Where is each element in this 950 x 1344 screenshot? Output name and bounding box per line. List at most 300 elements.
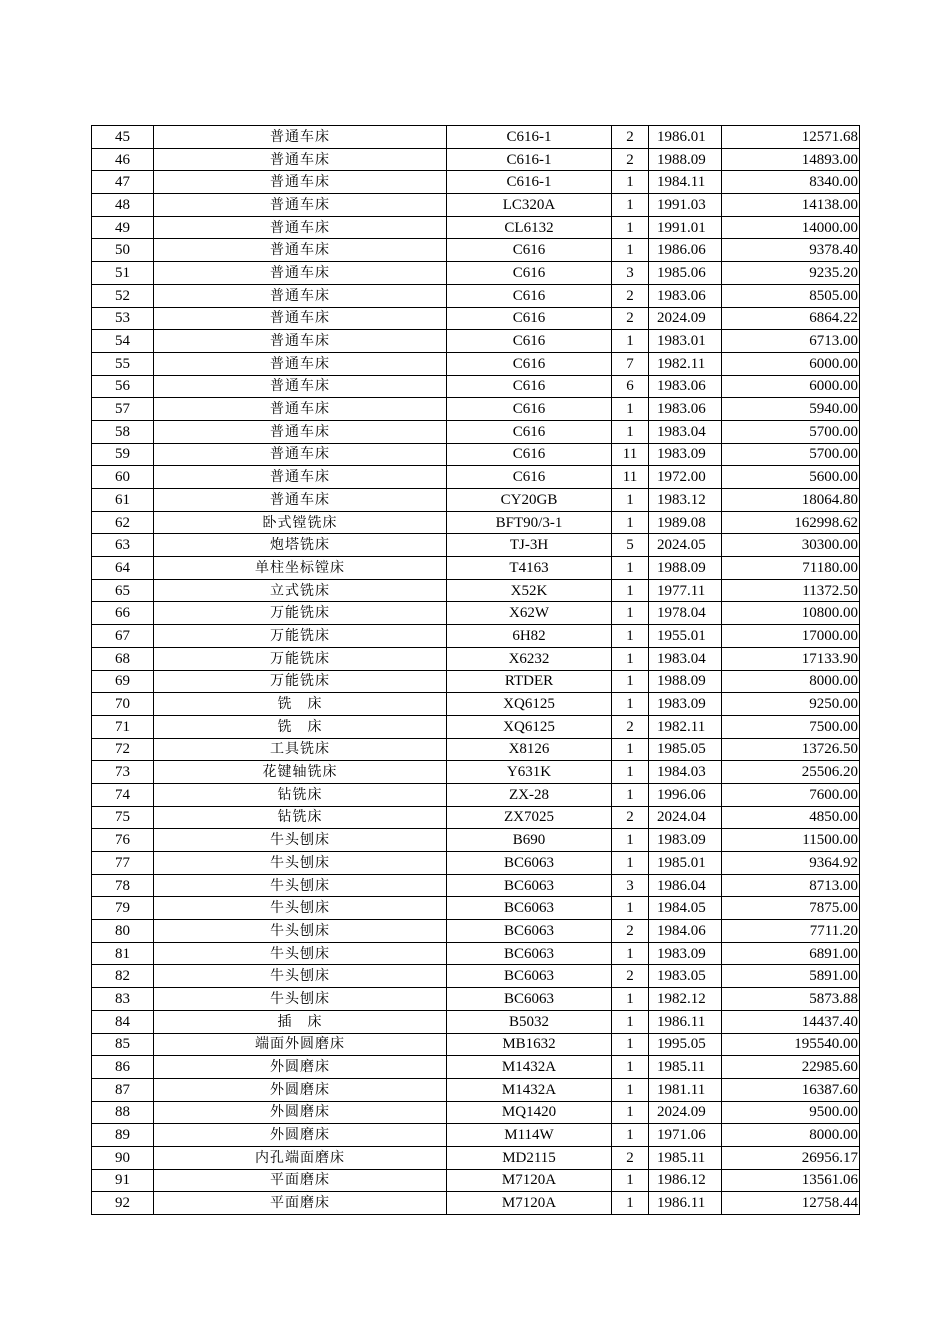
row-number-cell: 80 xyxy=(92,920,154,943)
date-cell: 1982.12 xyxy=(649,988,722,1011)
model-cell: C616 xyxy=(447,284,612,307)
date-cell: 1982.11 xyxy=(649,715,722,738)
model-cell: C616 xyxy=(447,307,612,330)
equipment-name-cell: 钻铣床 xyxy=(154,783,447,806)
amount-cell: 14138.00 xyxy=(722,194,860,217)
equipment-name-cell: 普通车床 xyxy=(154,443,447,466)
date-cell: 1986.11 xyxy=(649,1192,722,1215)
model-cell: 6H82 xyxy=(447,625,612,648)
model-cell: M1432A xyxy=(447,1078,612,1101)
model-cell: LC320A xyxy=(447,194,612,217)
row-number-cell: 54 xyxy=(92,330,154,353)
model-cell: BC6063 xyxy=(447,988,612,1011)
table-row xyxy=(92,489,860,512)
equipment-name-cell: 单柱坐标镗床 xyxy=(154,557,447,580)
equipment-name-cell: 平面磨床 xyxy=(154,1192,447,1215)
amount-cell: 25506.20 xyxy=(722,761,860,784)
quantity-cell: 3 xyxy=(612,262,649,285)
amount-cell: 10800.00 xyxy=(722,602,860,625)
equipment-name-cell: 普通车床 xyxy=(154,262,447,285)
equipment-name-cell: 普通车床 xyxy=(154,284,447,307)
date-cell: 1955.01 xyxy=(649,625,722,648)
quantity-cell: 3 xyxy=(612,874,649,897)
row-number-cell: 57 xyxy=(92,398,154,421)
date-cell: 1983.04 xyxy=(649,647,722,670)
date-cell: 1983.09 xyxy=(649,942,722,965)
amount-cell: 7711.20 xyxy=(722,920,860,943)
date-cell: 1983.09 xyxy=(649,443,722,466)
equipment-name-cell: 普通车床 xyxy=(154,398,447,421)
table-row xyxy=(92,602,860,625)
equipment-name-cell: 普通车床 xyxy=(154,239,447,262)
amount-cell: 14893.00 xyxy=(722,148,860,171)
date-cell: 1982.11 xyxy=(649,352,722,375)
table-row xyxy=(92,693,860,716)
row-number-cell: 87 xyxy=(92,1078,154,1101)
row-number-cell: 92 xyxy=(92,1192,154,1215)
quantity-cell: 1 xyxy=(612,239,649,262)
table-row xyxy=(92,398,860,421)
equipment-name-cell: 普通车床 xyxy=(154,489,447,512)
model-cell: X52K xyxy=(447,579,612,602)
date-cell: 1984.11 xyxy=(649,171,722,194)
row-number-cell: 71 xyxy=(92,715,154,738)
row-number-cell: 55 xyxy=(92,352,154,375)
equipment-name-cell: 普通车床 xyxy=(154,194,447,217)
quantity-cell: 1 xyxy=(612,1192,649,1215)
model-cell: RTDER xyxy=(447,670,612,693)
table-row xyxy=(92,148,860,171)
amount-cell: 5891.00 xyxy=(722,965,860,988)
amount-cell: 17000.00 xyxy=(722,625,860,648)
row-number-cell: 68 xyxy=(92,647,154,670)
quantity-cell: 2 xyxy=(612,715,649,738)
date-cell: 1988.09 xyxy=(649,557,722,580)
date-cell: 1983.09 xyxy=(649,693,722,716)
table-row xyxy=(92,874,860,897)
row-number-cell: 46 xyxy=(92,148,154,171)
date-cell: 1978.04 xyxy=(649,602,722,625)
row-number-cell: 64 xyxy=(92,557,154,580)
quantity-cell: 2 xyxy=(612,1146,649,1169)
amount-cell: 12571.68 xyxy=(722,126,860,149)
table-row xyxy=(92,126,860,149)
row-number-cell: 50 xyxy=(92,239,154,262)
model-cell: C616-1 xyxy=(447,148,612,171)
equipment-name-cell: 牛头刨床 xyxy=(154,920,447,943)
equipment-name-cell: 牛头刨床 xyxy=(154,897,447,920)
table-row xyxy=(92,1078,860,1101)
amount-cell: 26956.17 xyxy=(722,1146,860,1169)
table-row xyxy=(92,557,860,580)
equipment-name-cell: 卧式镗铣床 xyxy=(154,511,447,534)
row-number-cell: 66 xyxy=(92,602,154,625)
row-number-cell: 51 xyxy=(92,262,154,285)
model-cell: C616 xyxy=(447,262,612,285)
date-cell: 1995.05 xyxy=(649,1033,722,1056)
model-cell: C616-1 xyxy=(447,126,612,149)
amount-cell: 9250.00 xyxy=(722,693,860,716)
date-cell: 1986.04 xyxy=(649,874,722,897)
amount-cell: 6891.00 xyxy=(722,942,860,965)
date-cell: 1983.06 xyxy=(649,284,722,307)
quantity-cell: 1 xyxy=(612,1010,649,1033)
quantity-cell: 6 xyxy=(612,375,649,398)
table-row xyxy=(92,1169,860,1192)
table-row xyxy=(92,307,860,330)
equipment-name-cell: 牛头刨床 xyxy=(154,829,447,852)
equipment-name-cell: 平面磨床 xyxy=(154,1169,447,1192)
table-row xyxy=(92,1033,860,1056)
row-number-cell: 82 xyxy=(92,965,154,988)
quantity-cell: 1 xyxy=(612,171,649,194)
quantity-cell: 1 xyxy=(612,1101,649,1124)
date-cell: 1985.01 xyxy=(649,852,722,875)
model-cell: BC6063 xyxy=(447,874,612,897)
quantity-cell: 1 xyxy=(612,420,649,443)
table-row xyxy=(92,511,860,534)
model-cell: MD2115 xyxy=(447,1146,612,1169)
equipment-name-cell: 普通车床 xyxy=(154,466,447,489)
amount-cell: 8713.00 xyxy=(722,874,860,897)
model-cell: CY20GB xyxy=(447,489,612,512)
equipment-name-cell: 工具铣床 xyxy=(154,738,447,761)
table-row xyxy=(92,284,860,307)
amount-cell: 16387.60 xyxy=(722,1078,860,1101)
row-number-cell: 90 xyxy=(92,1146,154,1169)
quantity-cell: 1 xyxy=(612,216,649,239)
quantity-cell: 1 xyxy=(612,194,649,217)
equipment-name-cell: 铣 床 xyxy=(154,693,447,716)
table-body xyxy=(92,126,860,1215)
equipment-name-cell: 铣 床 xyxy=(154,715,447,738)
row-number-cell: 75 xyxy=(92,806,154,829)
amount-cell: 14437.40 xyxy=(722,1010,860,1033)
row-number-cell: 70 xyxy=(92,693,154,716)
table-row xyxy=(92,715,860,738)
table-row xyxy=(92,239,860,262)
model-cell: Y631K xyxy=(447,761,612,784)
model-cell: M7120A xyxy=(447,1169,612,1192)
equipment-name-cell: 插 床 xyxy=(154,1010,447,1033)
quantity-cell: 1 xyxy=(612,647,649,670)
table-row xyxy=(92,466,860,489)
date-cell: 1983.05 xyxy=(649,965,722,988)
amount-cell: 6864.22 xyxy=(722,307,860,330)
model-cell: MQ1420 xyxy=(447,1101,612,1124)
equipment-name-cell: 花键轴铣床 xyxy=(154,761,447,784)
quantity-cell: 11 xyxy=(612,443,649,466)
row-number-cell: 76 xyxy=(92,829,154,852)
quantity-cell: 1 xyxy=(612,738,649,761)
model-cell: X8126 xyxy=(447,738,612,761)
date-cell: 1971.06 xyxy=(649,1124,722,1147)
amount-cell: 7875.00 xyxy=(722,897,860,920)
quantity-cell: 1 xyxy=(612,579,649,602)
equipment-table xyxy=(91,125,860,1215)
table-row xyxy=(92,942,860,965)
amount-cell: 9500.00 xyxy=(722,1101,860,1124)
model-cell: M1432A xyxy=(447,1056,612,1079)
row-number-cell: 49 xyxy=(92,216,154,239)
equipment-name-cell: 万能铣床 xyxy=(154,625,447,648)
quantity-cell: 5 xyxy=(612,534,649,557)
date-cell: 1985.06 xyxy=(649,262,722,285)
amount-cell: 6000.00 xyxy=(722,352,860,375)
date-cell: 1991.03 xyxy=(649,194,722,217)
quantity-cell: 1 xyxy=(612,557,649,580)
model-cell: XQ6125 xyxy=(447,715,612,738)
amount-cell: 162998.62 xyxy=(722,511,860,534)
model-cell: C616 xyxy=(447,375,612,398)
amount-cell: 4850.00 xyxy=(722,806,860,829)
equipment-name-cell: 钻铣床 xyxy=(154,806,447,829)
model-cell: BC6063 xyxy=(447,852,612,875)
table-row xyxy=(92,738,860,761)
date-cell: 1988.09 xyxy=(649,148,722,171)
amount-cell: 17133.90 xyxy=(722,647,860,670)
quantity-cell: 2 xyxy=(612,965,649,988)
table-row xyxy=(92,852,860,875)
row-number-cell: 52 xyxy=(92,284,154,307)
quantity-cell: 2 xyxy=(612,126,649,149)
amount-cell: 7500.00 xyxy=(722,715,860,738)
model-cell: MB1632 xyxy=(447,1033,612,1056)
model-cell: C616 xyxy=(447,239,612,262)
date-cell: 1983.09 xyxy=(649,829,722,852)
equipment-name-cell: 普通车床 xyxy=(154,148,447,171)
table-row xyxy=(92,806,860,829)
quantity-cell: 1 xyxy=(612,693,649,716)
date-cell: 1983.06 xyxy=(649,375,722,398)
model-cell: T4163 xyxy=(447,557,612,580)
equipment-name-cell: 牛头刨床 xyxy=(154,874,447,897)
amount-cell: 5940.00 xyxy=(722,398,860,421)
equipment-name-cell: 炮塔铣床 xyxy=(154,534,447,557)
model-cell: C616-1 xyxy=(447,171,612,194)
table-row xyxy=(92,1101,860,1124)
amount-cell: 18064.80 xyxy=(722,489,860,512)
row-number-cell: 61 xyxy=(92,489,154,512)
equipment-name-cell: 外圆磨床 xyxy=(154,1124,447,1147)
row-number-cell: 83 xyxy=(92,988,154,1011)
equipment-name-cell: 普通车床 xyxy=(154,307,447,330)
amount-cell: 5600.00 xyxy=(722,466,860,489)
row-number-cell: 67 xyxy=(92,625,154,648)
quantity-cell: 2 xyxy=(612,148,649,171)
row-number-cell: 47 xyxy=(92,171,154,194)
quantity-cell: 1 xyxy=(612,829,649,852)
row-number-cell: 53 xyxy=(92,307,154,330)
quantity-cell: 1 xyxy=(612,783,649,806)
row-number-cell: 86 xyxy=(92,1056,154,1079)
date-cell: 2024.09 xyxy=(649,307,722,330)
row-number-cell: 45 xyxy=(92,126,154,149)
amount-cell: 13726.50 xyxy=(722,738,860,761)
model-cell: X62W xyxy=(447,602,612,625)
date-cell: 1986.11 xyxy=(649,1010,722,1033)
table-row xyxy=(92,534,860,557)
date-cell: 1984.03 xyxy=(649,761,722,784)
date-cell: 1984.06 xyxy=(649,920,722,943)
model-cell: C616 xyxy=(447,352,612,375)
model-cell: C616 xyxy=(447,398,612,421)
table-row xyxy=(92,625,860,648)
model-cell: XQ6125 xyxy=(447,693,612,716)
model-cell: BC6063 xyxy=(447,965,612,988)
model-cell: BC6063 xyxy=(447,920,612,943)
date-cell: 2024.09 xyxy=(649,1101,722,1124)
row-number-cell: 91 xyxy=(92,1169,154,1192)
quantity-cell: 1 xyxy=(612,1056,649,1079)
amount-cell: 5873.88 xyxy=(722,988,860,1011)
amount-cell: 8340.00 xyxy=(722,171,860,194)
table-row xyxy=(92,330,860,353)
table-row xyxy=(92,262,860,285)
model-cell: BC6063 xyxy=(447,897,612,920)
model-cell: CL6132 xyxy=(447,216,612,239)
quantity-cell: 1 xyxy=(612,625,649,648)
equipment-name-cell: 端面外圆磨床 xyxy=(154,1033,447,1056)
date-cell: 2024.05 xyxy=(649,534,722,557)
model-cell: B690 xyxy=(447,829,612,852)
quantity-cell: 1 xyxy=(612,852,649,875)
amount-cell: 6713.00 xyxy=(722,330,860,353)
date-cell: 1989.08 xyxy=(649,511,722,534)
amount-cell: 7600.00 xyxy=(722,783,860,806)
row-number-cell: 88 xyxy=(92,1101,154,1124)
equipment-name-cell: 牛头刨床 xyxy=(154,942,447,965)
equipment-name-cell: 普通车床 xyxy=(154,216,447,239)
table-row xyxy=(92,783,860,806)
table-row xyxy=(92,171,860,194)
date-cell: 1985.11 xyxy=(649,1146,722,1169)
model-cell: X6232 xyxy=(447,647,612,670)
equipment-name-cell: 内孔端面磨床 xyxy=(154,1146,447,1169)
table-row xyxy=(92,216,860,239)
quantity-cell: 1 xyxy=(612,942,649,965)
date-cell: 1988.09 xyxy=(649,670,722,693)
amount-cell: 8000.00 xyxy=(722,670,860,693)
quantity-cell: 1 xyxy=(612,988,649,1011)
equipment-name-cell: 普通车床 xyxy=(154,375,447,398)
row-number-cell: 84 xyxy=(92,1010,154,1033)
row-number-cell: 72 xyxy=(92,738,154,761)
amount-cell: 9235.20 xyxy=(722,262,860,285)
model-cell: BC6063 xyxy=(447,942,612,965)
row-number-cell: 63 xyxy=(92,534,154,557)
date-cell: 1983.12 xyxy=(649,489,722,512)
date-cell: 2024.04 xyxy=(649,806,722,829)
table-row xyxy=(92,194,860,217)
quantity-cell: 1 xyxy=(612,897,649,920)
quantity-cell: 1 xyxy=(612,602,649,625)
equipment-name-cell: 牛头刨床 xyxy=(154,965,447,988)
amount-cell: 9378.40 xyxy=(722,239,860,262)
date-cell: 1986.01 xyxy=(649,126,722,149)
table-row xyxy=(92,1192,860,1215)
equipment-name-cell: 万能铣床 xyxy=(154,670,447,693)
equipment-name-cell: 外圆磨床 xyxy=(154,1078,447,1101)
model-cell: C616 xyxy=(447,443,612,466)
amount-cell: 14000.00 xyxy=(722,216,860,239)
quantity-cell: 1 xyxy=(612,1033,649,1056)
row-number-cell: 58 xyxy=(92,420,154,443)
amount-cell: 71180.00 xyxy=(722,557,860,580)
equipment-name-cell: 牛头刨床 xyxy=(154,988,447,1011)
quantity-cell: 2 xyxy=(612,284,649,307)
table-row xyxy=(92,965,860,988)
model-cell: TJ-3H xyxy=(447,534,612,557)
amount-cell: 13561.06 xyxy=(722,1169,860,1192)
table-row xyxy=(92,375,860,398)
equipment-name-cell: 普通车床 xyxy=(154,352,447,375)
amount-cell: 9364.92 xyxy=(722,852,860,875)
row-number-cell: 85 xyxy=(92,1033,154,1056)
model-cell: ZX-28 xyxy=(447,783,612,806)
equipment-name-cell: 外圆磨床 xyxy=(154,1056,447,1079)
model-cell: B5032 xyxy=(447,1010,612,1033)
amount-cell: 22985.60 xyxy=(722,1056,860,1079)
amount-cell: 30300.00 xyxy=(722,534,860,557)
amount-cell: 5700.00 xyxy=(722,443,860,466)
amount-cell: 12758.44 xyxy=(722,1192,860,1215)
date-cell: 1972.00 xyxy=(649,466,722,489)
equipment-name-cell: 普通车床 xyxy=(154,126,447,149)
row-number-cell: 65 xyxy=(92,579,154,602)
equipment-name-cell: 万能铣床 xyxy=(154,602,447,625)
date-cell: 1986.12 xyxy=(649,1169,722,1192)
quantity-cell: 2 xyxy=(612,806,649,829)
row-number-cell: 59 xyxy=(92,443,154,466)
row-number-cell: 74 xyxy=(92,783,154,806)
date-cell: 1983.06 xyxy=(649,398,722,421)
quantity-cell: 1 xyxy=(612,1078,649,1101)
table-row xyxy=(92,352,860,375)
row-number-cell: 56 xyxy=(92,375,154,398)
row-number-cell: 81 xyxy=(92,942,154,965)
row-number-cell: 69 xyxy=(92,670,154,693)
equipment-name-cell: 万能铣床 xyxy=(154,647,447,670)
amount-cell: 11500.00 xyxy=(722,829,860,852)
quantity-cell: 1 xyxy=(612,761,649,784)
table-row xyxy=(92,647,860,670)
date-cell: 1985.05 xyxy=(649,738,722,761)
table-row xyxy=(92,579,860,602)
table-row xyxy=(92,420,860,443)
date-cell: 1985.11 xyxy=(649,1056,722,1079)
quantity-cell: 1 xyxy=(612,1169,649,1192)
row-number-cell: 78 xyxy=(92,874,154,897)
amount-cell: 5700.00 xyxy=(722,420,860,443)
equipment-name-cell: 普通车床 xyxy=(154,171,447,194)
table-row xyxy=(92,920,860,943)
row-number-cell: 77 xyxy=(92,852,154,875)
table-row xyxy=(92,1056,860,1079)
model-cell: BFT90/3-1 xyxy=(447,511,612,534)
table-row xyxy=(92,988,860,1011)
quantity-cell: 7 xyxy=(612,352,649,375)
quantity-cell: 2 xyxy=(612,920,649,943)
table-row xyxy=(92,829,860,852)
model-cell: M7120A xyxy=(447,1192,612,1215)
date-cell: 1996.06 xyxy=(649,783,722,806)
row-number-cell: 79 xyxy=(92,897,154,920)
table-row xyxy=(92,670,860,693)
date-cell: 1984.05 xyxy=(649,897,722,920)
model-cell: ZX7025 xyxy=(447,806,612,829)
amount-cell: 8000.00 xyxy=(722,1124,860,1147)
